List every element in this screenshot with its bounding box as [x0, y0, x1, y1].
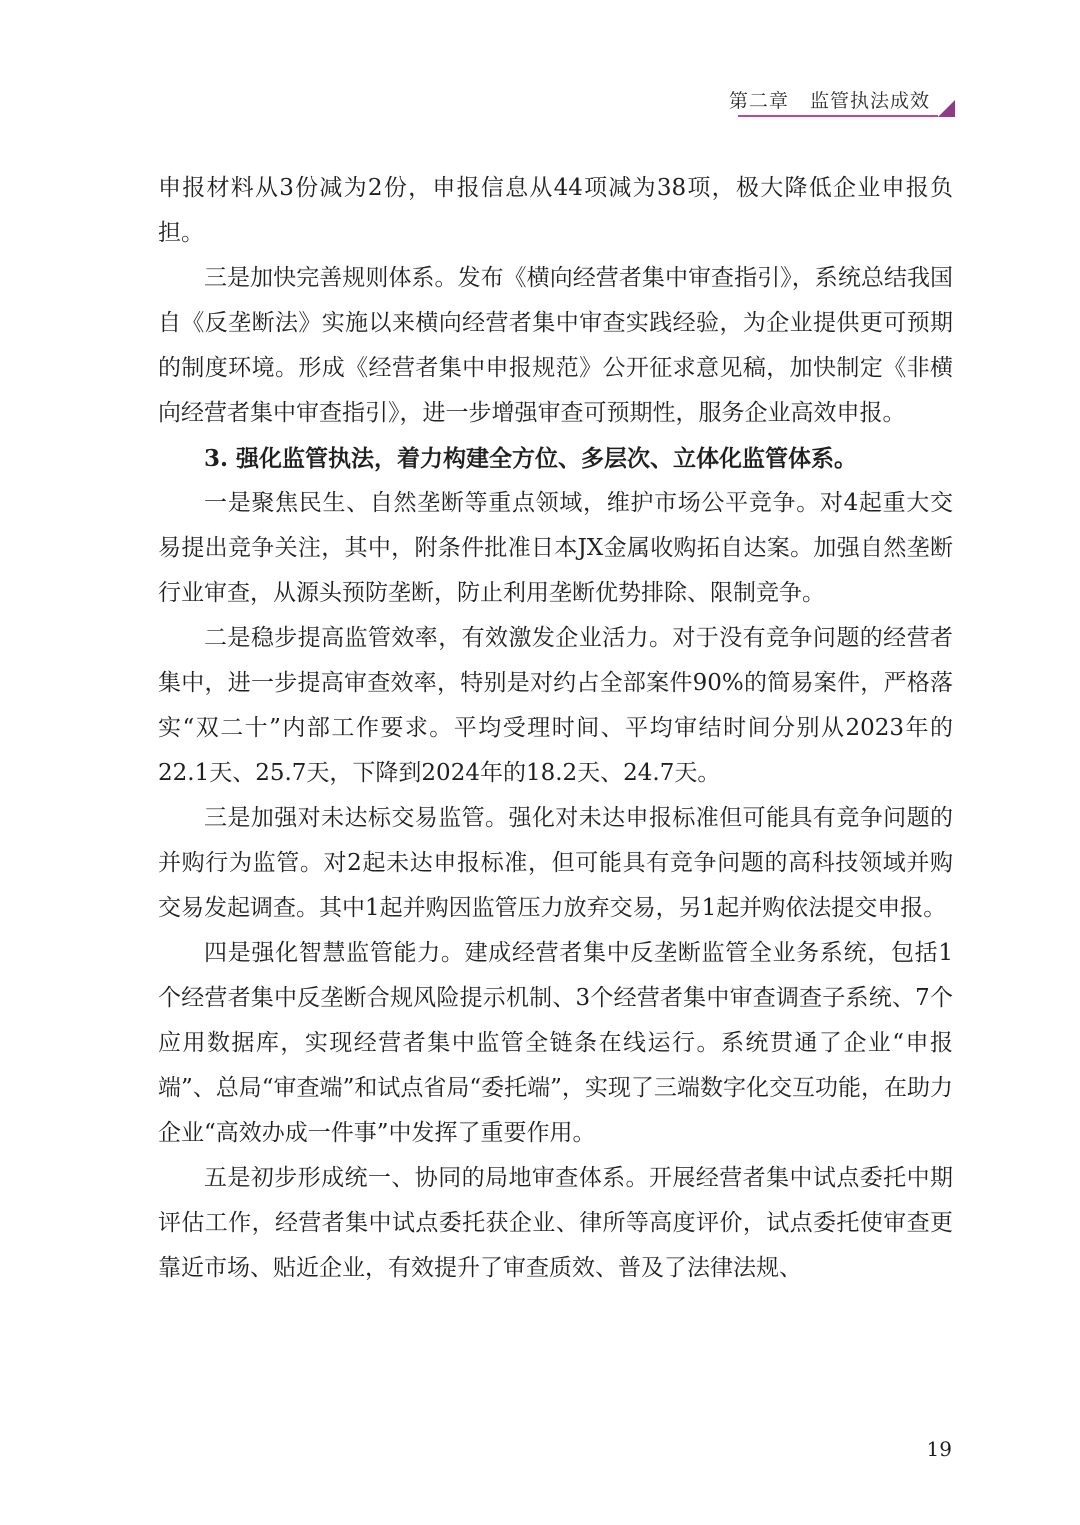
paragraph-7: 五是初步形成统一、协同的局地审查体系。开展经营者集中试点委托中期评估工作，经营者集中试点委托获企业、律所等高度评价，试点委托使审查更靠近市场、贴近企业，有效提升了审查质效、普及了法律法规、: [158, 1165, 953, 1281]
chapter-title: 监管执法成效: [809, 90, 930, 112]
paragraph-3: 一是聚焦民生、自然垄断等重点领域，维护市场公平竞争。对4起重大交易提出竞争关注，其中，附条件批准日本JX金属收购拓自达案。加强自然垄断行业审查，从源头预防垄断，防止利用垄断优势排除、限制竞争。: [158, 490, 953, 606]
paragraph-4: 二是稳步提高监管效率，有效激发企业活力。对于没有竞争问题的经营者集中，进一步提高审查效率，特别是对约占全部案件90%的简易案件，严格落实“双二十”内部工作要求。平均受理时间、平均审结时间分别从2023年的22.1天、25.7天，下降到2024年的18.2天、24.7天。: [158, 625, 953, 786]
corner-triangle-icon: [938, 100, 955, 117]
paragraph-5: 三是加强对未达标交易监管。强化对未达申报标准但可能具有竞争问题的并购行为监管。对2起未达申报标准，但可能具有竞争问题的高科技领域并购交易发起调查。其中1起并购因监管压力放弃交易，另1起并购依法提交申报。: [158, 805, 953, 921]
header-rule: [738, 115, 938, 117]
page-number: 19: [926, 1437, 952, 1461]
section-heading: 3. 强化监管执法，着力构建全方位、多层次、立体化监管体系。: [204, 445, 858, 472]
paragraph-6: 四是强化智慧监管能力。建成经营者集中反垄断监管全业务系统，包括1个经营者集中反垄断合规风险提示机制、3个经营者集中审查调查子系统、7个应用数据库，实现经营者集中监管全链条在线运行。系统贯通了企业“申报端”、总局“审查端”和试点省局“委托端”，实现了三端数字化交互功能，在助力企业“高效办成一件事”中发挥了重要作用。: [158, 940, 953, 1146]
paragraph-1: 申报材料从3份减为2份，申报信息从44项减为38项，极大降低企业申报负担。: [158, 175, 953, 246]
running-header: [728, 86, 938, 120]
running-header-text: [729, 86, 930, 113]
chapter-label: 第二章: [728, 90, 789, 112]
body-text: [158, 166, 953, 1291]
paragraph-2: 三是加快完善规则体系。发布《横向经营者集中审查指引》，系统总结我国自《反垄断法》实施以来横向经营者集中审查实践经验，为企业提供更可预期的制度环境。形成《经营者集中申报规范》公开征求意见稿，加快制定《非横向经营者集中审查指引》，进一步增强审查可预期性，服务企业高效申报。: [158, 265, 953, 426]
